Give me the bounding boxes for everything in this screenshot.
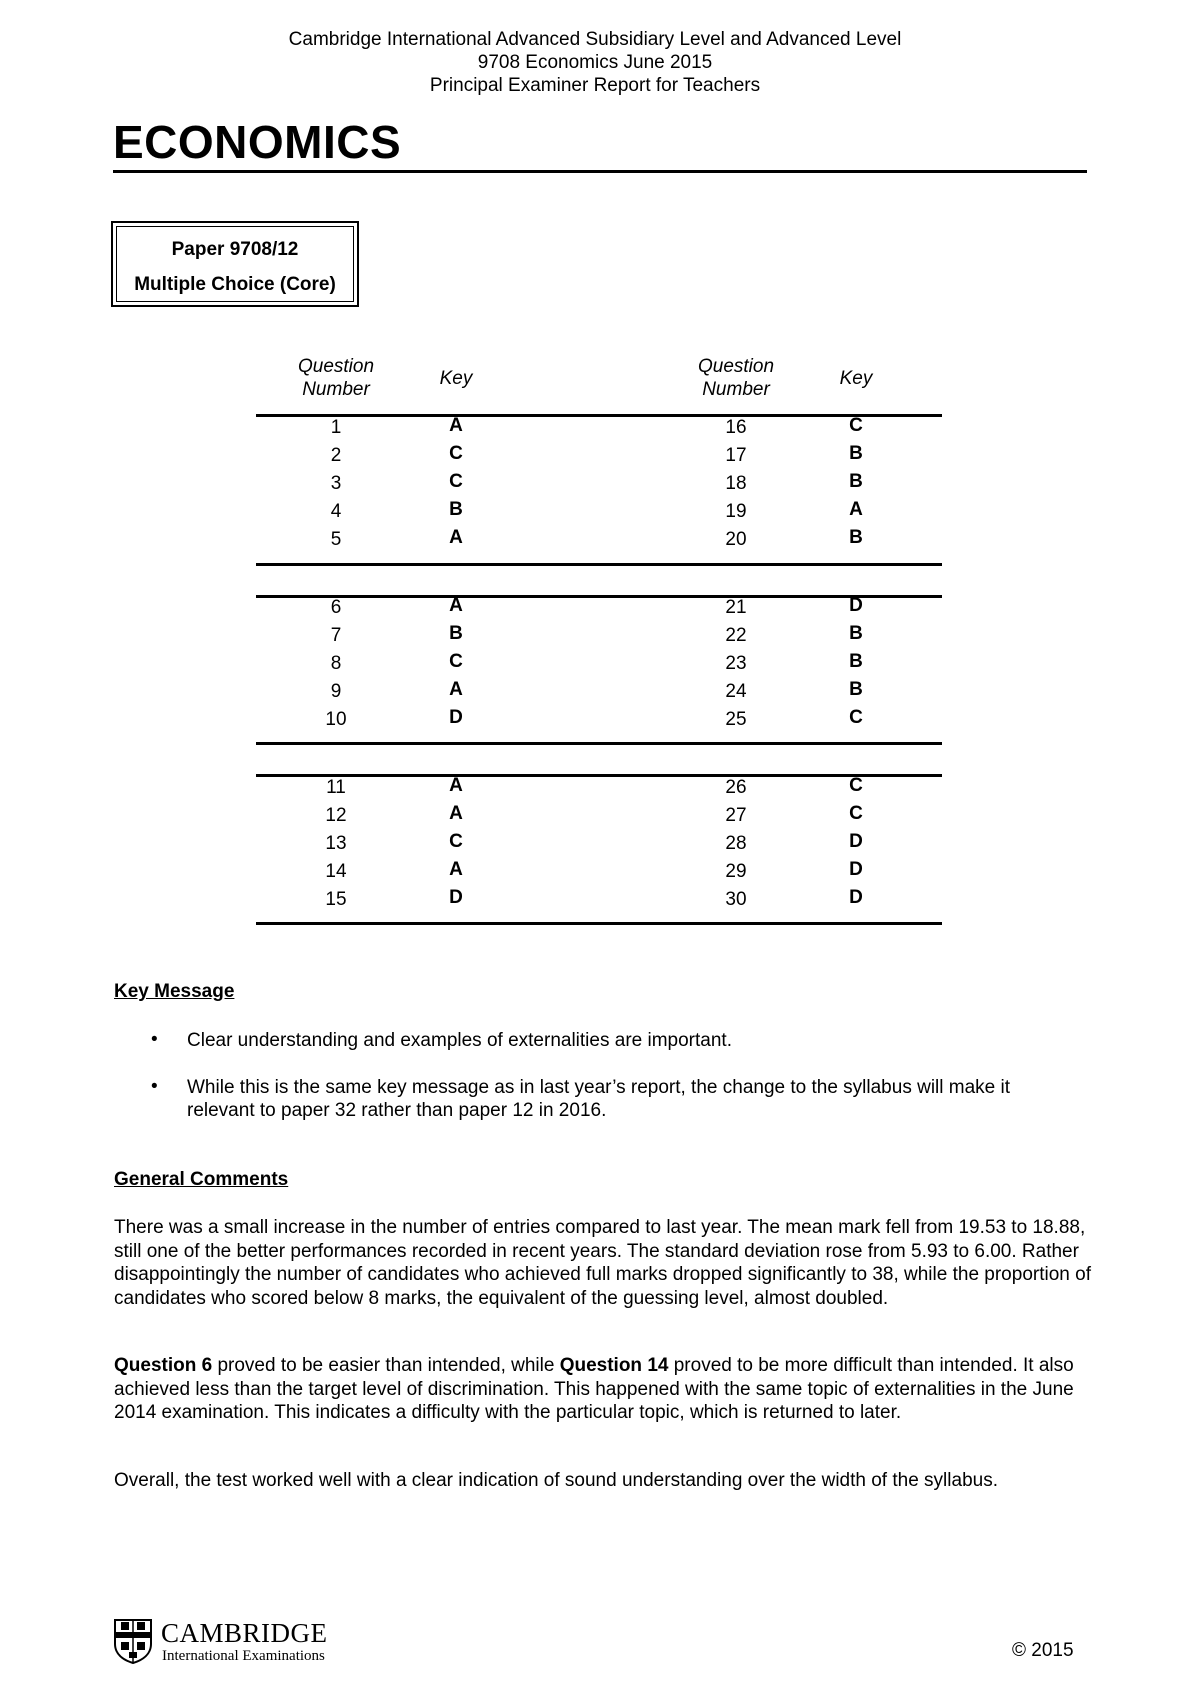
answer-key: C <box>449 831 463 852</box>
paragraph-2-text-b: proved to be more difficult than intended. It also achieved less than the target level of discrimination. This happened with the same topic of externalities in the June 2014 examination. This indicates a difficulty with the particular topic, which is returned to later. <box>114 1355 1074 1423</box>
bullet-marker: • <box>151 1029 158 1050</box>
question-number: 4 <box>330 501 342 522</box>
subject-title: ECONOMICS <box>113 116 402 168</box>
answer-key: A <box>449 415 463 436</box>
answer-key: A <box>449 859 463 880</box>
header-number-label: Number <box>702 379 770 400</box>
answer-key: C <box>449 443 463 464</box>
question-6-ref: Question 6 <box>114 1355 213 1376</box>
answer-key: A <box>449 595 463 616</box>
answer-key-table <box>256 355 942 935</box>
shield-icon <box>113 1618 153 1664</box>
bullet-marker: • <box>151 1076 158 1097</box>
question-number: 13 <box>325 833 347 854</box>
answer-key: B <box>449 623 463 644</box>
question-number: 30 <box>725 889 747 910</box>
question-number: 5 <box>330 529 342 550</box>
question-number: 10 <box>325 709 347 730</box>
general-comments-paragraph-3: Overall, the test worked well with a clear indication of sound understanding over the width of the syllabus. <box>114 1470 998 1491</box>
question-number: 11 <box>326 777 346 798</box>
answer-key: B <box>849 443 863 464</box>
cambridge-logo <box>113 1618 353 1666</box>
header-line-1: Cambridge International Advanced Subsidiary Level and Advanced Level <box>288 29 902 50</box>
answer-key: A <box>449 775 463 796</box>
question-number: 16 <box>725 417 747 438</box>
answer-key: A <box>449 803 463 824</box>
answer-key: B <box>849 679 863 700</box>
header-key-left: Key <box>439 368 473 389</box>
question-number: 15 <box>325 889 347 910</box>
header-line-3: Principal Examiner Report for Teachers <box>429 75 761 96</box>
header-key-right: Key <box>839 368 873 389</box>
paragraph-2-text-a: proved to be easier than intended, while <box>212 1355 560 1376</box>
question-number: 24 <box>725 681 747 702</box>
question-number: 22 <box>725 625 747 646</box>
question-number: 21 <box>725 597 747 618</box>
question-number: 25 <box>725 709 747 730</box>
answer-key: D <box>849 859 863 880</box>
answer-key: D <box>849 831 863 852</box>
logo-subtitle: International Examinations <box>162 1648 325 1664</box>
answer-key: A <box>849 499 863 520</box>
question-number: 7 <box>330 625 342 646</box>
general-comments-heading: General Comments <box>114 1169 289 1190</box>
question-number: 3 <box>330 473 342 494</box>
answer-key: B <box>849 651 863 672</box>
question-number: 14 <box>325 861 347 882</box>
question-number: 20 <box>725 529 747 550</box>
question-14-ref: Question 14 <box>559 1355 669 1376</box>
question-number: 23 <box>725 653 747 674</box>
answer-key: C <box>449 471 463 492</box>
question-number: 1 <box>330 417 342 438</box>
answer-key: C <box>849 707 863 728</box>
title-underline <box>113 170 1087 173</box>
answer-key: C <box>849 803 863 824</box>
question-number: 18 <box>725 473 747 494</box>
answer-key: D <box>849 887 863 908</box>
answer-key: C <box>849 415 863 436</box>
copyright-notice: © 2015 <box>1012 1640 1074 1661</box>
header-question-label: Question <box>697 356 775 377</box>
general-comments-paragraph-1: There was a small increase in the number of entries compared to last year. The mean mark fell from 19.53 to 18.88, still one of the better performances recorded in recent years. The standard deviation rose from 5.93 to 6.00. Rather disappointingly the number of candidates who achieved full marks dropped significantly to 38, while the proportion of candidates who scored below 8 marks, the equivalent of the guessing level, almost doubled. <box>114 1217 1091 1309</box>
header-question-number-right <box>676 355 796 401</box>
header-line-2: 9708 Economics June 2015 <box>477 52 713 73</box>
key-message-bullet-2: While this is the same key message as in last year’s report, the change to the syllabus will make it relevant to paper 32 rather than paper 12 in 2016. <box>187 1077 1011 1121</box>
answer-key: D <box>849 595 863 616</box>
general-comments-paragraph-2 <box>114 1354 1094 1425</box>
paper-box <box>111 221 359 307</box>
answer-key: D <box>449 707 463 728</box>
table-rule <box>256 922 942 925</box>
question-number: 9 <box>330 681 342 702</box>
header-number-label: Number <box>302 379 370 400</box>
question-number: 12 <box>325 805 347 826</box>
answer-key: B <box>849 471 863 492</box>
question-number: 29 <box>725 861 747 882</box>
answer-key: A <box>449 527 463 548</box>
answer-key: B <box>449 499 463 520</box>
key-message-heading: Key Message <box>114 981 235 1002</box>
table-rule <box>256 742 942 745</box>
answer-key: C <box>849 775 863 796</box>
paper-title: Multiple Choice (Core) <box>134 274 336 295</box>
answer-key: B <box>849 527 863 548</box>
answer-key: D <box>449 887 463 908</box>
question-number: 28 <box>725 833 747 854</box>
header-question-number-left <box>276 355 396 401</box>
answer-key: C <box>449 651 463 672</box>
question-number: 26 <box>725 777 747 798</box>
header-question-label: Question <box>297 356 375 377</box>
answer-key: B <box>849 623 863 644</box>
paper-code: Paper 9708/12 <box>171 239 299 260</box>
question-number: 27 <box>725 805 747 826</box>
paper-box-inner <box>116 226 354 302</box>
key-message-bullet-1: Clear understanding and examples of externalities are important. <box>187 1030 732 1051</box>
question-number: 19 <box>725 501 747 522</box>
question-number: 6 <box>330 597 342 618</box>
question-number: 2 <box>330 445 342 466</box>
report-header <box>0 28 1190 97</box>
question-number: 17 <box>725 445 747 466</box>
logo-wordmark: CAMBRIDGE <box>161 1618 328 1648</box>
table-rule <box>256 563 942 566</box>
question-number: 8 <box>330 653 342 674</box>
answer-key: A <box>449 679 463 700</box>
